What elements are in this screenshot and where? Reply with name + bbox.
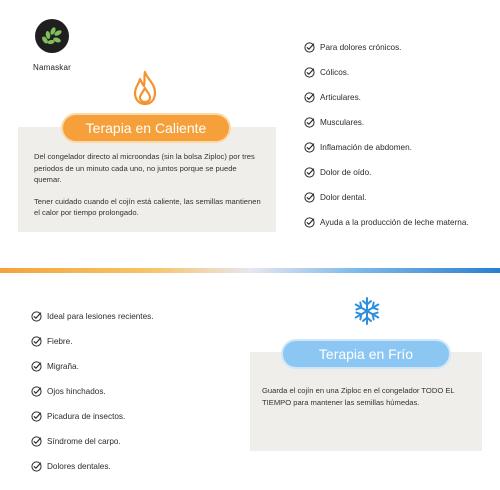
brand-logo xyxy=(22,18,82,72)
list-item: Cólicos. xyxy=(304,67,484,78)
check-circle-icon xyxy=(31,311,42,322)
check-circle-icon xyxy=(304,92,315,103)
check-circle-icon xyxy=(31,461,42,472)
check-circle-icon xyxy=(304,67,315,78)
snowflake-icon xyxy=(352,296,382,326)
flame-icon xyxy=(132,70,158,106)
cold-therapy-instructions xyxy=(262,385,467,408)
list-item: Musculares. xyxy=(304,117,484,128)
check-circle-icon xyxy=(304,142,315,153)
list-item: Dolores dentales. xyxy=(31,461,231,472)
cold-therapy-title: Terapia en Frío xyxy=(283,341,449,367)
list-item: Picadura de insectos. xyxy=(31,411,231,422)
check-circle-icon xyxy=(304,42,315,53)
cold-benefits-list xyxy=(31,311,231,486)
list-item: Ojos hinchados. xyxy=(31,386,231,397)
list-item: Síndrome del carpo. xyxy=(31,436,231,447)
check-circle-icon xyxy=(304,217,315,228)
list-item: Para dolores crónicos. xyxy=(304,42,484,53)
section-divider xyxy=(0,268,500,273)
brand-name: Namaskar xyxy=(32,63,72,72)
check-circle-icon xyxy=(304,192,315,203)
leaf-wreath-icon xyxy=(34,18,70,54)
check-circle-icon xyxy=(31,361,42,372)
list-item: Articulares. xyxy=(304,92,484,103)
list-item: Dolor de oído. xyxy=(304,167,484,178)
check-circle-icon xyxy=(31,386,42,397)
check-circle-icon xyxy=(31,436,42,447)
list-item: Fiebre. xyxy=(31,336,231,347)
list-item: Migraña. xyxy=(31,361,231,372)
check-circle-icon xyxy=(304,167,315,178)
list-item: Ideal para lesiones recientes. xyxy=(31,311,231,322)
cold-instruction-1: Guarda el cojín en una Ziploc en el congelador TODO EL TIEMPO para mantener las semillas húmedas. xyxy=(262,386,455,407)
hot-instruction-1: Del congelador directo al microondas (sin la bolsa Ziploc) por tres periodos de un minuto cada uno, no juntos porque se puede quemar. xyxy=(34,152,255,184)
list-item: Dolor dental. xyxy=(304,192,484,203)
list-item: Ayuda a la producción de leche materna. xyxy=(304,217,484,228)
list-item: Inflamación de abdomen. xyxy=(304,142,484,153)
hot-therapy-title: Terapia en Caliente xyxy=(63,115,229,141)
check-circle-icon xyxy=(31,411,42,422)
hot-instruction-2: Tener cuidado cuando el cojín está caliente, las semillas mantienen el calor por tiempo prolongado. xyxy=(34,196,261,217)
hot-therapy-instructions xyxy=(34,151,266,219)
check-circle-icon xyxy=(304,117,315,128)
hot-benefits-list xyxy=(304,42,484,242)
check-circle-icon xyxy=(31,336,42,347)
